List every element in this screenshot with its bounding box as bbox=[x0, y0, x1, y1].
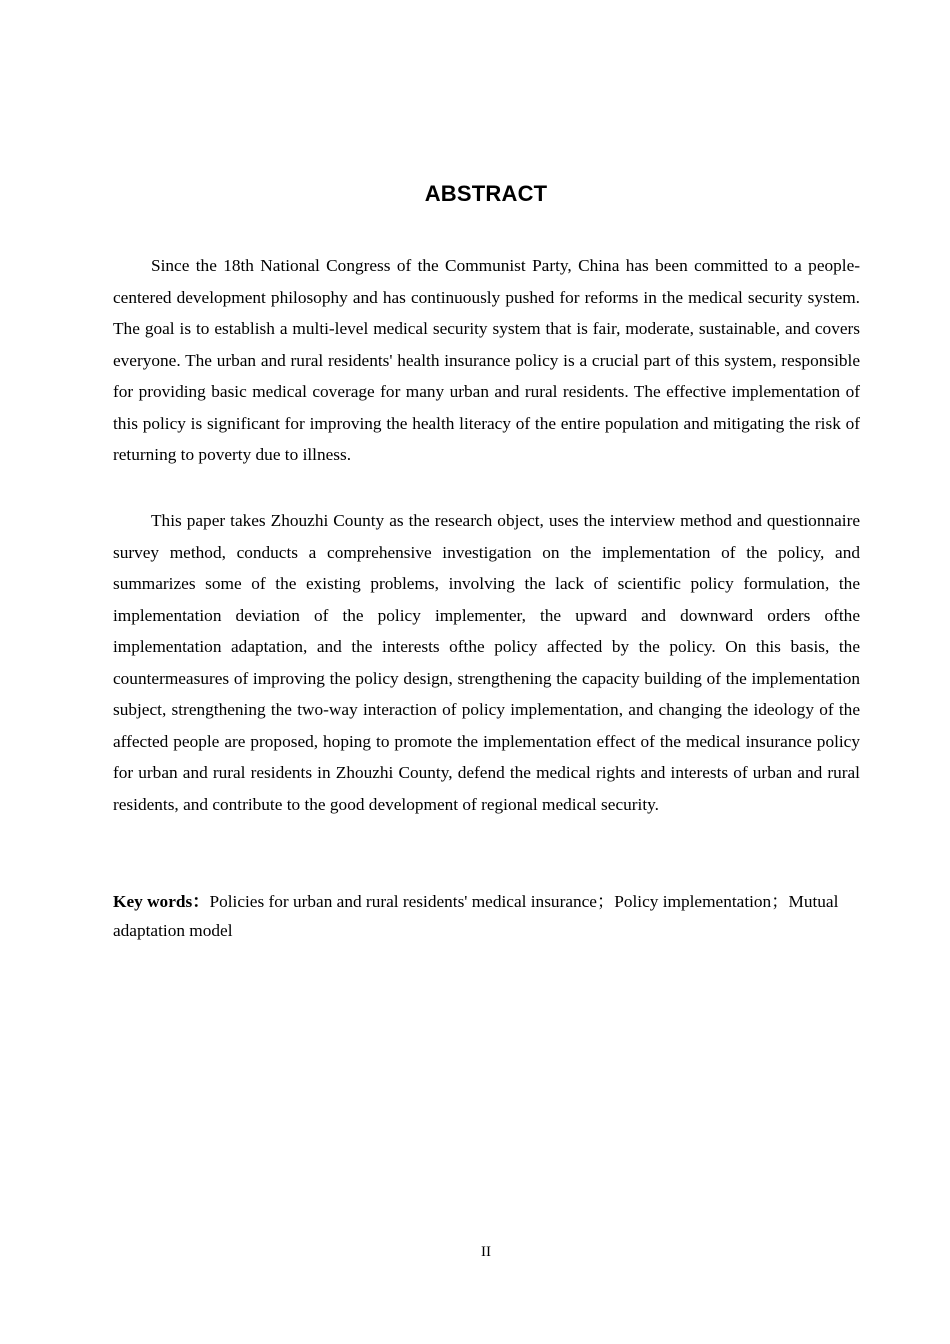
keywords-label: Key words： bbox=[113, 892, 210, 911]
keywords-line bbox=[113, 887, 860, 945]
keywords-text: Policies for urban and rural residents' medical insurance；Policy implementation；Mutual adaptation model bbox=[113, 892, 839, 940]
abstract-title: ABSTRACT bbox=[424, 181, 548, 206]
abstract-paragraph-1: Since the 18th National Congress of the Communist Party, China has been committed to a people-centered development philosophy and has continuously pushed for reforms in the medical security system. The goal is to establish a multi-level medical security system that is fair, moderate, sustainable, and covers everyone. The urban and rural residents' health insurance policy is a crucial part of this system, responsible for providing basic medical coverage for many urban and rural residents. The effective implementation of this policy is significant for improving the health literacy of the entire population and mitigating the risk of returning to poverty due to illness. bbox=[113, 256, 860, 464]
abstract-paragraph-2: This paper takes Zhouzhi County as the research object, uses the interview method and questionnaire survey method, conducts a comprehensive investigation on the implementation of the policy, and summarizes some of the existing problems, involving the lack of scientific policy formulation, the implementation deviation of the policy implementer, the upward and downward orders ofthe implementation adaptation, and the interests ofthe policy affected by the policy. On this basis, the countermeasures of improving the policy design, strengthening the capacity building of the implementation subject, strengthening the two-way interaction of policy implementation, and changing the ideology of the affected people are proposed, hoping to promote the implementation effect of the medical insurance policy for urban and rural residents in Zhouzhi County, defend the medical rights and interests of urban and rural residents, and contribute to the good development of regional medical security. bbox=[113, 511, 860, 814]
page-number: II bbox=[481, 1244, 491, 1260]
